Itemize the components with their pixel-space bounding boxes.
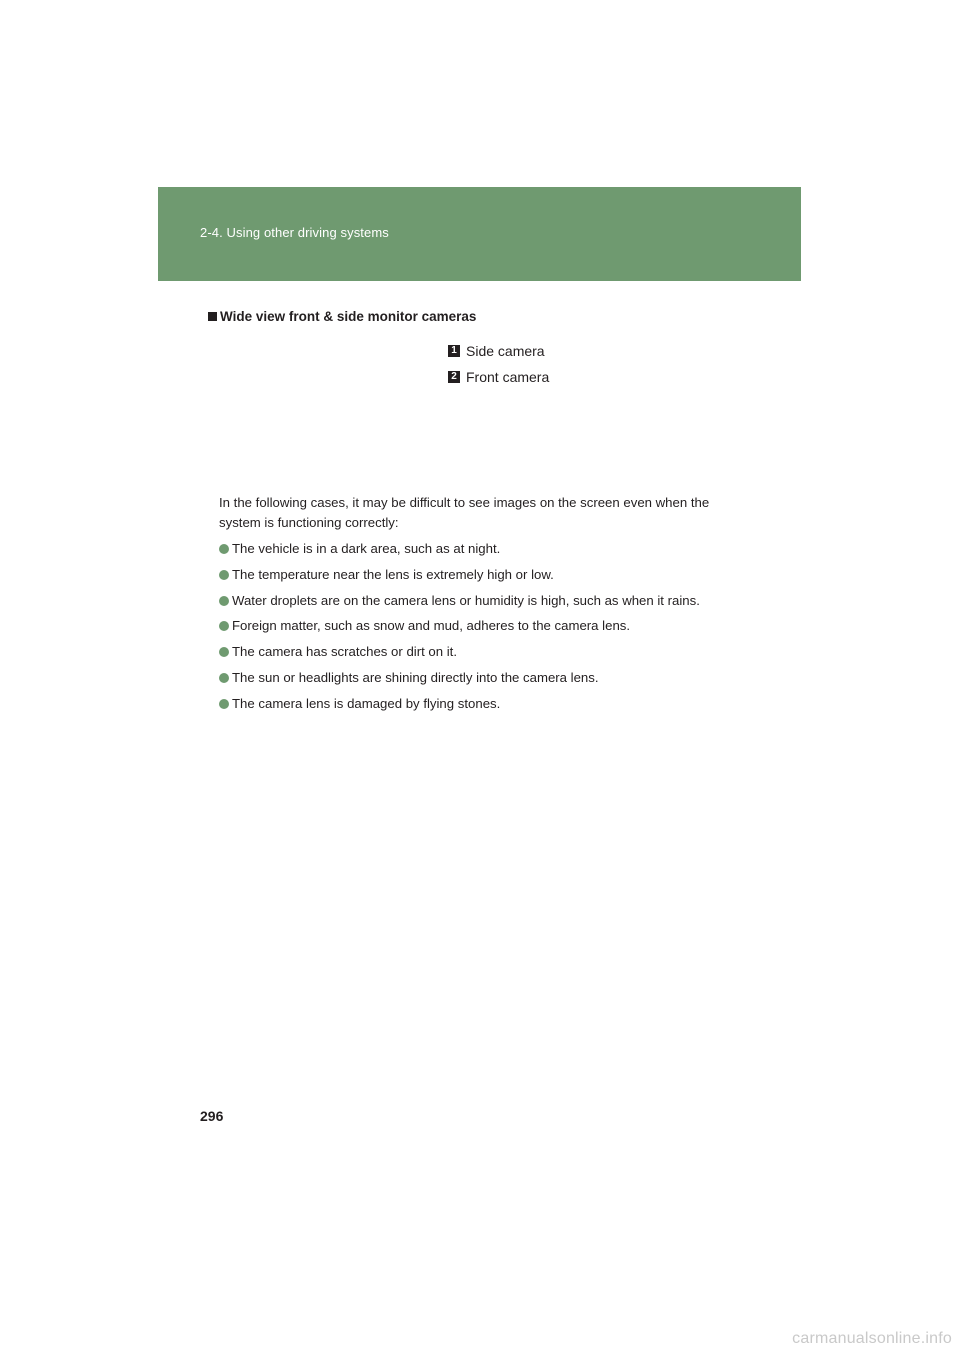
watermark: carmanualsonline.info xyxy=(792,1330,952,1347)
list-item-text: The sun or headlights are shining directly into the camera lens. xyxy=(232,669,599,685)
list-item-text: The camera lens is damaged by flying stones. xyxy=(232,695,501,711)
list-item-text: The vehicle is in a dark area, such as at night. xyxy=(232,541,501,556)
list-item xyxy=(219,591,779,617)
list-item xyxy=(219,539,779,565)
list-item xyxy=(219,616,779,642)
list-item-text: The camera has scratches or dirt on it. xyxy=(232,644,458,660)
callout-front-camera xyxy=(448,369,549,385)
list-item xyxy=(219,694,779,720)
section-heading xyxy=(208,309,476,324)
bullet-dot-icon xyxy=(219,621,229,631)
bullet-dot-icon xyxy=(219,544,229,554)
bullet-dot-icon xyxy=(219,570,229,580)
section-heading-text: Wide view front & side monitor cameras xyxy=(220,309,477,324)
list-item-text: The temperature near the lens is extremely high or low. xyxy=(232,566,554,582)
callout-label: Front camera xyxy=(466,369,550,385)
bullet-dot-icon xyxy=(219,699,229,709)
page-number: 296 xyxy=(200,1108,224,1124)
bullet-dot-icon xyxy=(219,647,229,657)
callout-side-camera xyxy=(448,343,545,359)
list-item-text: Water droplets are on the camera lens or humidity is high, such as when it rains. xyxy=(232,592,700,608)
callout-number-icon: 1 xyxy=(448,345,460,357)
conditions-list xyxy=(219,539,779,720)
list-item xyxy=(219,642,779,668)
list-item-text: Foreign matter, such as snow and mud, adheres to the camera lens. xyxy=(232,618,631,634)
bullet-dot-icon xyxy=(219,673,229,683)
list-item xyxy=(219,565,779,591)
bullet-dot-icon xyxy=(219,596,229,606)
callout-label: Side camera xyxy=(466,343,545,359)
header-band xyxy=(158,187,801,281)
section-title: 2-4. Using other driving systems xyxy=(200,225,389,240)
intro-paragraph: In the following cases, it may be difficult to see images on the screen even when the system is functioning correctly: xyxy=(219,495,710,530)
square-bullet-icon xyxy=(208,312,217,321)
list-item xyxy=(219,668,779,694)
callout-number-icon: 2 xyxy=(448,371,460,383)
